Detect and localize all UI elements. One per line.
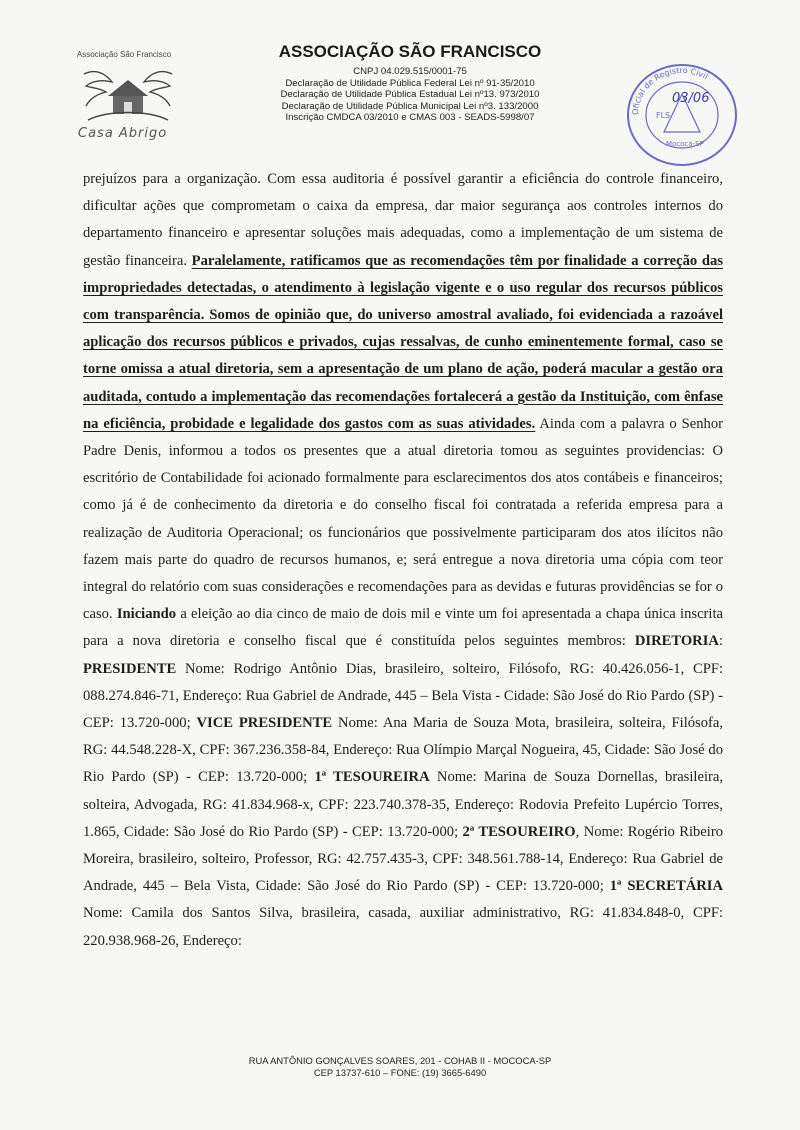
header-line-state: Declaração de Utilidade Pública Estadual Lei nº13. 973/2010	[280, 89, 540, 101]
member-vice-presidente-details: Nome: Ana Maria de Souza Mota, brasileira, solteira, Filósofa, RG: 44.548.228-X, CPF: 367.236.358-84, Endereço: Rua Olímpio Marçal Nogueira, 45, Cidade: São José do Rio Pardo (SP) - CEP: 13.720-000;	[83, 715, 724, 786]
body-segment-7: :	[718, 633, 723, 650]
role-1a-tesoureira: 1ª TESOUREIRA	[314, 769, 430, 786]
organization-logo	[58, 48, 190, 148]
role-vice-presidente: VICE PRESIDENTE	[196, 715, 333, 732]
role-1a-secretaria: 1ª SECRETÁRIA	[609, 878, 724, 895]
header-line-federal: Declaração de Utilidade Pública Federal Lei nº 91-35/2010	[285, 77, 535, 89]
header-line-cnpj: CNPJ 04.029.515/0001-75	[353, 66, 467, 77]
stamp-ring-text: Oficial de Registro Civil	[630, 65, 710, 116]
heading-diretoria: DIRETORIA	[634, 633, 719, 650]
stamp-page-number: 03/06	[672, 91, 710, 106]
body-segment-3: Ainda com a palavra o Senhor Padre Denis, informou a todos os presentes que a atual diretoria tomou as seguintes providencias: O escritório de Contabilidade foi acionado formalmente para esclarecimentos dos atos contábeis e financeiros; como já é de conhecimento da diretoria e do conselho fiscal foi contratada a referida empresa para a realização de Auditoria Operacional; os funcionários que possivelmente participaram dos atos ilícitos não fazem mais parte do quadro de recursos humanos, e; será entregue a nova diretoria uma cópia com teor integral do relatório com suas considerações e recomendações para as devidas e futuras providências se for o caso.	[83, 415, 723, 623]
role-presidente: PRESIDENTE	[83, 660, 177, 677]
member-1a-secretaria-details: Nome: Camila dos Santos Silva, brasileira, casada, auxiliar administrativo, RG: 41.834.848-0, CPF: 220.938.968-26, Endereço:	[83, 905, 723, 949]
header-registration-lines	[195, 66, 625, 124]
body-segment-1: prejuízos para a organização. Com essa auditoria é possível garantir a eficiência do controle financeiro, dificultar ações que comprometam o caixa da empresa, dar maior segurança aos controles internos do departamento financeiro e apresentar soluções mais adequadas, como a implementação de um sistema de gestão financeira.	[83, 171, 723, 269]
page-footer	[150, 1055, 650, 1079]
header-title: ASSOCIAÇÃO SÃO FRANCISCO	[278, 42, 542, 61]
stamp-city: Mococa-SP	[666, 140, 704, 148]
stamp-fls: FLS	[656, 111, 671, 120]
footer-address: RUA ANTÔNIO GONÇALVES SOARES, 201 - COHAB II - MOCOCA-SP	[248, 1055, 552, 1066]
audit-opinion-underlined: Paralelamente, ratificamos que as recomendações têm por finalidade a correção das impropriedades detectadas, o atendimento à legislação vigente e o uso regular dos recursos públicos com transparência. Somos de opinião que, do universo amostral avaliado, foi evidenciada a razoável aplicação dos recursos públicos e privados, cujas ressalvas, de cunho eminentemente formal, caso se torne omissa a atual diretoria, sem a apresentação de um plano de ação, poderá macular a gestão ora auditada, contudo a implementação das recomendações fortalecerá a gestão da Instituição, com ênfase na eficiência, probidade e legalidade dos gastos com as suas atividades.	[83, 252, 723, 432]
member-1a-tesoureira-details: Nome: Marina de Souza Dornellas, brasileira, solteira, Advogada, RG: 41.834.968-x, CPF: 223.740.378-35, Endereço: Rodovia Prefeito Lupércio Torres, 1.865, Cidade: São José do Rio Pardo (SP) - CEP: 13.720-000;	[83, 769, 723, 840]
header-line-inscription: Inscrição CMDCA 03/2010 e CMAS 003 - SEADS-5998/07	[285, 112, 535, 124]
logo-org-name: Associação São Francisco	[76, 50, 172, 59]
role-2a-tesoureiro: 2ª TESOUREIRO	[462, 823, 576, 840]
header-line-municipal: Declaração de Utilidade Pública Municipal Lei nº3. 133/2000	[281, 100, 539, 112]
registry-stamp-icon	[622, 62, 742, 168]
document-body	[83, 166, 723, 955]
member-2a-tesoureiro-details: , Nome: Rogério Ribeiro Moreira, brasileiro, solteiro, Professor, RG: 42.757.435-3, CPF: 348.561.788-14, Endereço: Rua Gabriel de Andrade, 445 – Bela Vista, Cidade: São José do Rio Pardo (SP) - CEP: 13.720-000;	[83, 823, 723, 895]
logo-brand: Casa Abrigo	[78, 126, 168, 141]
member-presidente-details: Nome: Rodrigo Antônio Dias, brasileiro, solteiro, Filósofo, RG: 40.426.056-1, CPF: 088.274.846-71, Endereço: Rua Gabriel de Andrade, 445 – Bela Vista - Cidade: São José do Rio Pardo (SP) - CEP: 13.720-000;	[83, 660, 723, 732]
election-start-bold: Iniciando	[116, 606, 177, 623]
house-hands-icon	[78, 64, 178, 128]
footer-contact: CEP 13737-610 – FONE: (19) 3665-6490	[313, 1067, 487, 1078]
body-segment-5: a eleição ao dia cinco de maio de dois mil e vinte um foi apresentada a chapa única inscrita para a nova diretoria e conselho fiscal que é constituída pelos seguintes membros:	[83, 606, 723, 650]
